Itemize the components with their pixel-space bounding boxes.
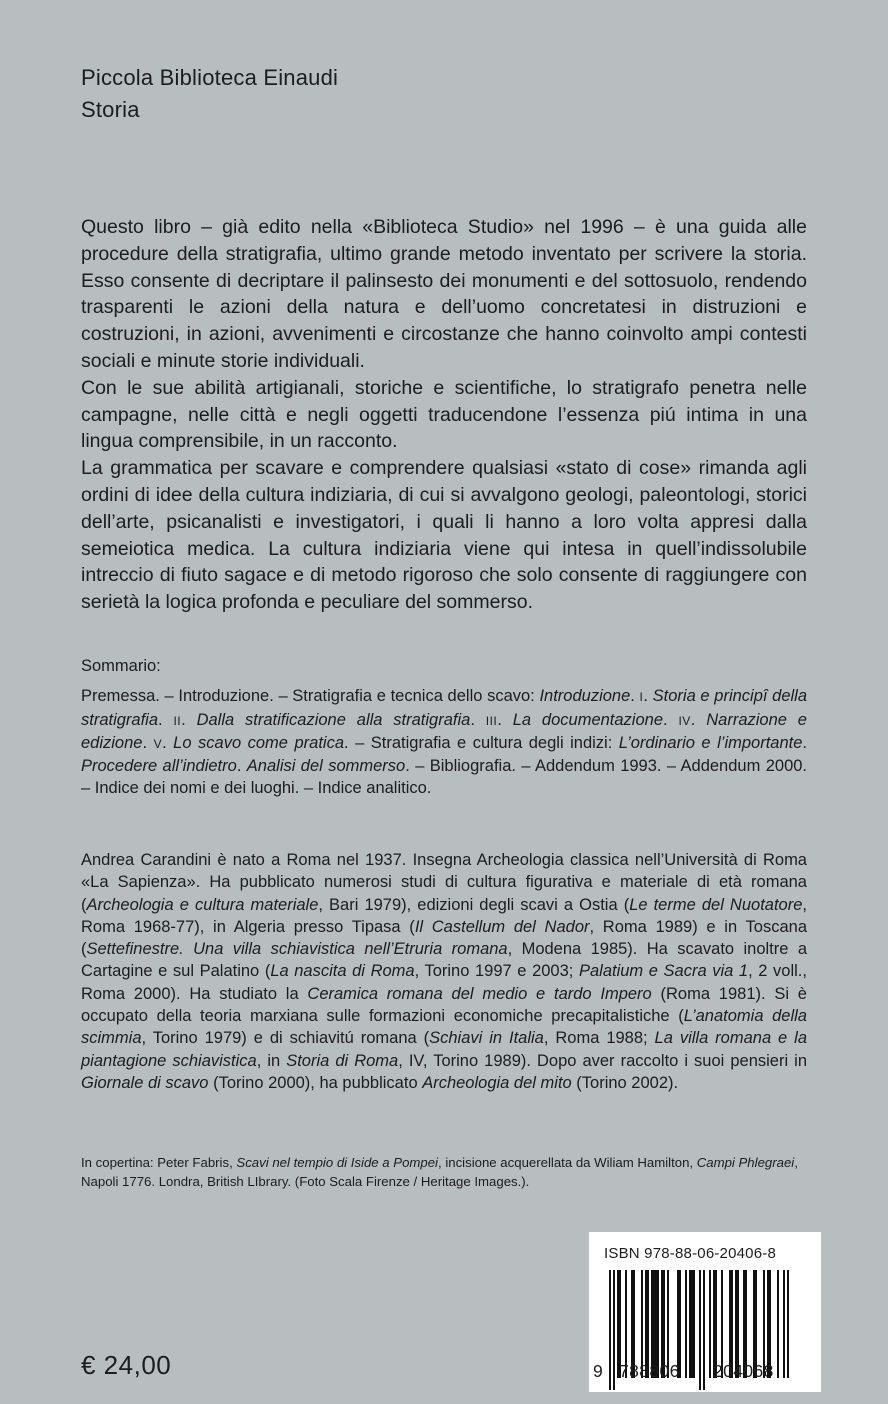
summary-title: La documentazione [512, 710, 664, 729]
blurb-paragraph-3: La grammatica per scavare e comprendere qualsiasi «stato di cose» rimanda agli ordini di idee della cultura indiziaria, di cui si avvalgono geologi, paleontologi, storici dell’arte, psicanalisti e investigatori, i quali li hanno a loro volta appresi dalla semeiotica medica. La cultura indiziaria viene qui intesa in quell’indissolubile intreccio di fiuto sagace e di metodo rigoroso che solo consente di raggiungere con serietà la logica profonda e peculiare del sommerso. [81, 457, 807, 614]
bio-text-part: , Bari 1979), edizioni degli scavi a Ostia ( [318, 895, 630, 914]
bio-text-part: (Roma 1981). Si è occupato della teoria marxiana sulle formazioni economiche precapitalistiche ( [81, 984, 807, 1026]
summary-title: Storia e principî della stratigrafia [81, 687, 808, 729]
bio-text-part: , IV, Torino 1989). Dopo aver raccolto i suoi pensieri in [398, 1051, 807, 1070]
summary-text-part: . [497, 710, 513, 729]
bio-text-part: , Torino 1979) e di schiavitú romana ( [141, 1029, 430, 1048]
summary-title: Narrazione e edizione [81, 710, 807, 752]
summary-roman-numeral: IV [678, 713, 691, 728]
isbn-text: ISBN 978-88-06-20406-8 [604, 1245, 777, 1262]
bio-title: La villa romana e la piantagione schiavistica [81, 1029, 808, 1070]
bio-title: La nascita di Roma [270, 962, 415, 981]
summary-title: Lo scavo come pratica [173, 733, 344, 752]
bio-title: Ceramica romana del medio e tardo Impero [307, 984, 652, 1003]
bio-text-part: , Roma 1988; [543, 1029, 655, 1048]
summary-text-part: . [470, 710, 486, 729]
bio-title: Giornale di scavo [81, 1073, 209, 1092]
cover-credit-part: , incisione acquerellata da Wiliam Hamilton, [438, 1155, 697, 1170]
summary-text-part: . [162, 733, 174, 752]
summary-roman-numeral: III [485, 713, 498, 728]
summary-text-part: . – Stratigrafia e cultura degli indizi: [344, 733, 619, 752]
bio-text-part: , Roma 1968-77), in Algeria presso Tipasa ( [81, 895, 807, 936]
summary-text-part: Premessa. – Introduzione. – Stratigrafia e tecnica dello scavo: [81, 687, 540, 706]
blurb [81, 214, 807, 616]
series-heading [81, 62, 338, 126]
bio-title: Archeologia e cultura materiale [86, 895, 319, 914]
bio-text-part: (Torino 2002). [571, 1073, 679, 1092]
summary-text-part: . [690, 710, 707, 729]
bio-title: Archeologia del mito [422, 1073, 572, 1092]
ean-left-digits: 788806 [619, 1361, 680, 1381]
barcode-label [589, 1232, 821, 1392]
summary-title: Analisi del sommerso [246, 757, 406, 776]
cover-credit-text [81, 1153, 807, 1191]
summary-roman-numeral: I [639, 690, 644, 705]
summary-roman-numeral: V [153, 736, 163, 751]
author-bio [81, 849, 807, 1094]
cover-source-title: Campi Phlegraei [696, 1155, 795, 1170]
summary-text [81, 685, 807, 799]
summary-text-part: . [181, 710, 197, 729]
ean-digits [589, 1361, 821, 1387]
summary-text-part: . [236, 757, 247, 776]
summary-text-part: . [643, 687, 653, 706]
price: € 24,00 [81, 1350, 172, 1380]
summary-text-part: . [802, 733, 807, 752]
summary-title: Procedere all’indietro [81, 757, 237, 776]
summary-text-part: . – Bibliografia. – Addendum 1993. – Addendum 2000. – Indice dei nomi e dei luoghi. – Indice analitico. [81, 757, 808, 798]
bio-title: L’anatomia della scimmia [81, 1007, 807, 1048]
bio-text [81, 849, 807, 1094]
bio-title: Le terme del Nuotatore [629, 895, 803, 914]
summary-title: L’ordinario e l’importante [618, 733, 803, 752]
blurb-paragraph-1: Questo libro – già edito nella «Biblioteca Studio» nel 1996 – è una guida alle procedure della stratigrafia, ultimo grande metodo inventato per scrivere la storia. Esso consente di decriptare il palinsesto dei monumenti e del sottosuolo, rendendo trasparenti le azioni della natura e dell’uomo concretatesi in distruzioni e costruzioni, in azioni, avvenimenti e circostanze che hanno coinvolto ampi contesti sociali e minute storie individuali. [81, 216, 807, 372]
bio-text-part: , Modena 1985). Ha scavato inoltre a Cartagine e sul Palatino ( [81, 940, 807, 981]
cover-credit-part: , Napoli 1776. Londra, British LIbrary. (Foto Scala Firenze / Heritage Images.). [81, 1155, 798, 1189]
summary-text-part: . [663, 710, 679, 729]
bio-text-part: , 2 voll., Roma 2000). Ha studiato la [81, 962, 807, 1003]
ean-first-digit: 9 [593, 1361, 604, 1381]
summary-title: Introduzione [539, 687, 631, 706]
ean-right-digits: 204068 [713, 1361, 774, 1381]
summary-text-part: . [630, 687, 640, 706]
bio-title: Schiavi in Italia [429, 1029, 544, 1048]
blurb-paragraph-2: Con le sue abilità artigianali, storiche e scientifiche, lo stratigrafo penetra nelle campagne, nelle città e negli oggetti traducendone l’essenza piú intima in una lingua comprensibile, in un racconto. [81, 376, 807, 453]
cover-artwork-title: Scavi nel tempio di Iside a Pompei [236, 1155, 438, 1170]
bio-text-part: , Torino 1997 e 2003; [414, 962, 579, 981]
cover-credit-part: In copertina: Peter Fabris, [81, 1155, 237, 1170]
summary-text-part: . [142, 733, 154, 752]
summary-text-part: . [158, 710, 174, 729]
bio-text-part: (Torino 2000), ha pubblicato [208, 1073, 423, 1092]
bio-text-part: Andrea Carandini è nato a Roma nel 1937. Insegna Archeologia classica nell’Università di Roma «La Sapienza». Ha pubblicato numerosi studi di cultura figurativa e materiale di età romana ( [81, 851, 807, 914]
summary-label: Sommario: [81, 657, 161, 675]
bio-text-part: , Roma 1989) e in Toscana ( [81, 917, 807, 959]
bio-title: Il Castellum del Nador [414, 917, 590, 936]
cover-credit [81, 1153, 807, 1191]
bio-title: Settefinestre. Una villa schiavistica nell’Etruria romana [86, 940, 508, 959]
bio-title: Palatium e Sacra via 1 [578, 962, 749, 981]
summary-title: Dalla stratificazione alla stratigrafia [196, 710, 471, 729]
summary-roman-numeral: II [173, 713, 182, 728]
table-of-contents [81, 655, 807, 800]
bio-title: Storia di Roma [286, 1051, 399, 1070]
series-category: Storia [81, 97, 140, 122]
bio-text-part: , in [256, 1051, 287, 1070]
series-name: Piccola Biblioteca Einaudi [81, 65, 339, 90]
